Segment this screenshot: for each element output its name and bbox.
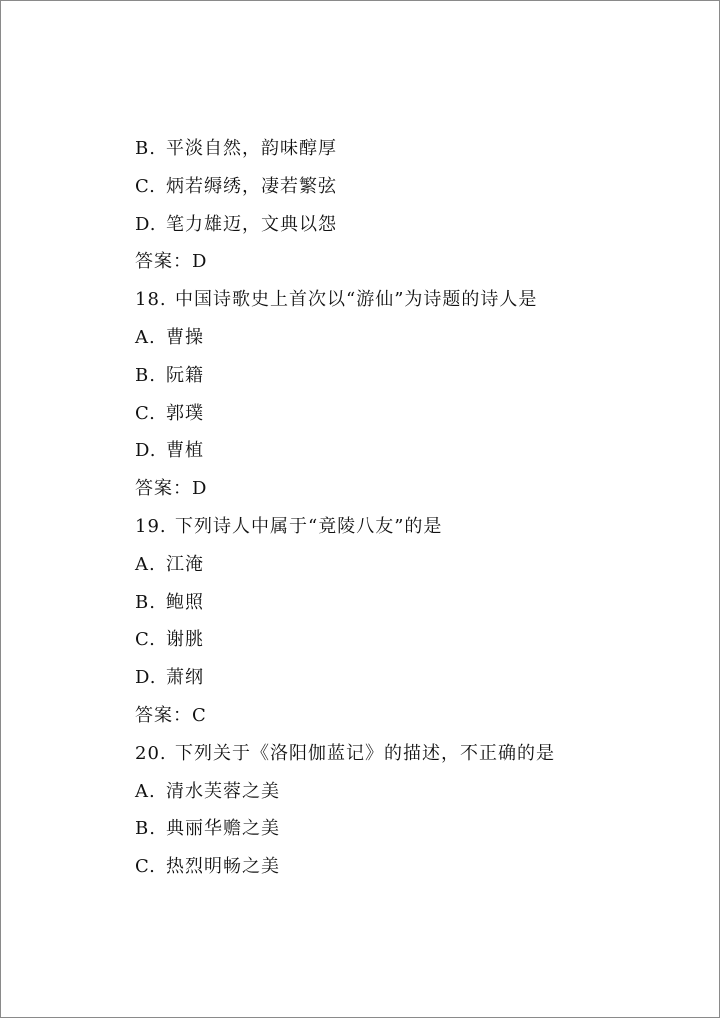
option-text: 清水芙蓉之美 <box>166 780 280 802</box>
answer-value: D <box>192 251 208 273</box>
option-text: 谢朓 <box>166 629 204 651</box>
answer-line <box>135 243 695 281</box>
option-line <box>135 432 695 470</box>
option-text: 萧纲 <box>166 667 204 689</box>
answer-value: D <box>192 478 208 500</box>
question-line <box>135 281 695 319</box>
option-line <box>135 584 695 622</box>
option-label: D. <box>135 213 157 235</box>
option-label: C. <box>135 402 156 424</box>
option-line <box>135 546 695 584</box>
option-label: B. <box>135 138 156 159</box>
option-text: 鲍照 <box>166 591 204 613</box>
option-text: 平淡自然，韵味醇厚 <box>166 138 337 159</box>
option-line <box>135 810 695 848</box>
quiz-content <box>135 130 695 886</box>
option-line <box>135 395 695 433</box>
option-label: B. <box>135 591 156 613</box>
option-text: 曹操 <box>166 326 204 348</box>
question-line <box>135 508 695 546</box>
option-label: A. <box>135 780 156 802</box>
answer-label: 答案： <box>135 478 192 500</box>
question-text: 中国诗歌史上首次以“游仙”为诗题的诗人是 <box>175 289 538 311</box>
option-label: B. <box>135 818 156 840</box>
option-label: A. <box>135 326 156 348</box>
question-number: 20. <box>135 742 167 764</box>
question-number: 19. <box>135 515 167 537</box>
question-line <box>135 735 695 773</box>
option-text: 典丽华赡之美 <box>166 818 280 840</box>
option-label: D. <box>135 440 157 462</box>
option-line <box>135 319 695 357</box>
question-text: 下列关于《洛阳伽蓝记》的描述，不正确的是 <box>175 742 555 764</box>
option-label: D. <box>135 667 157 689</box>
answer-line <box>135 470 695 508</box>
option-text: 阮籍 <box>166 364 204 386</box>
option-line <box>135 357 695 395</box>
option-text: 炳若缛绣，凄若繁弦 <box>166 175 337 197</box>
option-line <box>135 130 695 168</box>
option-text: 江淹 <box>166 553 204 575</box>
option-text: 郭璞 <box>166 402 204 424</box>
answer-line <box>135 697 695 735</box>
option-line <box>135 659 695 697</box>
option-label: B. <box>135 364 156 386</box>
option-label: C. <box>135 629 156 651</box>
answer-label: 答案： <box>135 704 192 726</box>
answer-value: C <box>192 704 207 726</box>
option-label: A. <box>135 553 156 575</box>
option-line <box>135 206 695 244</box>
option-text: 笔力雄迈，文典以怨 <box>166 213 337 235</box>
option-label: C. <box>135 175 156 197</box>
option-line <box>135 621 695 659</box>
option-text: 热烈明畅之美 <box>166 856 280 878</box>
answer-label: 答案： <box>135 251 192 273</box>
question-number: 18. <box>135 289 167 311</box>
option-label: C. <box>135 856 156 878</box>
option-text: 曹植 <box>166 440 204 462</box>
option-line <box>135 773 695 811</box>
option-line <box>135 168 695 206</box>
option-line <box>135 848 695 886</box>
question-text: 下列诗人中属于“竟陵八友”的是 <box>175 515 443 537</box>
